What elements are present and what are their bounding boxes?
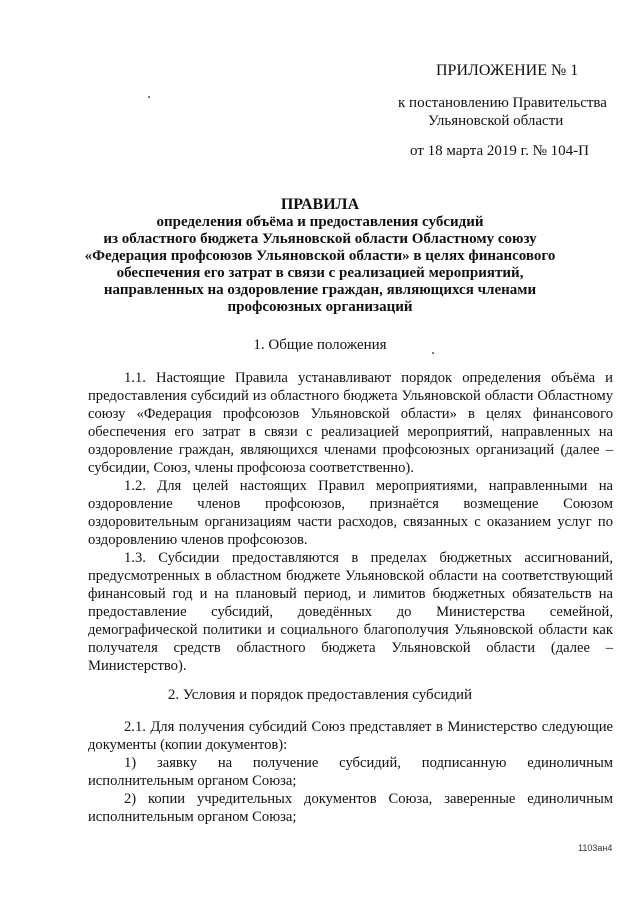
decree-reference-line1: к постановлению Правительства [398, 95, 607, 111]
document-title [80, 196, 560, 316]
scan-speck [148, 96, 150, 98]
appendix-number: ПРИЛОЖЕНИЕ № 1 [436, 62, 579, 79]
title-line: направленных на оздоровление граждан, являющихся членами [103, 282, 537, 298]
scan-speck [432, 352, 434, 354]
list-item-2: 2) копии учредительных документов Союза, заверенные единоличным исполнительным органом Союза; [88, 791, 613, 825]
section2-heading: 2. Условия и порядок предоставления субсидий [167, 687, 473, 703]
section2-body [88, 718, 613, 826]
paragraph-1-3: 1.3. Субсидии предоставляются в пределах бюджетных ассигнований, предусмотренных в областном бюджете Ульяновской области на соответствующий финансовый год и на плановый период, и лимитов бюджетных обязательств на предоставление субсидий, доведённых до Министерства семейной, демографической политики и социального благополучия Ульяновской области как получателя средств областного бюджета Ульяновской области (далее – Министерство). [88, 550, 613, 674]
paragraph-2-1: 2.1. Для получения субсидий Союз представляет в Министерство следующие документы (копии документов): [88, 719, 613, 753]
title-line: определения объёма и предоставления субсидий [156, 214, 484, 230]
title-line: из областного бюджета Ульяновской области Областному союзу [103, 231, 537, 247]
title-line: обеспечения его затрат в связи с реализацией мероприятий, [116, 265, 524, 281]
decree-date-number: от 18 марта 2019 г. № 104-П [410, 143, 589, 159]
title-line: профсоюзных организаций [227, 299, 413, 315]
paragraph-1-1: 1.1. Настоящие Правила устанавливают порядок определения объёма и предоставления субсидий из областного бюджета Ульяновской области Областному союзу «Федерация профсоюзов Ульяновской области» в целях финансового обеспечения его затрат в связи с реализацией мероприятий, направленных на оздоровление граждан, являющихся членами профсоюзных организаций (далее – субсидии, Союз, члены профсоюза соответственно). [88, 370, 613, 476]
list-item-1: 1) заявку на получение субсидий, подписанную единоличным исполнительным органом Союза; [88, 755, 613, 789]
paragraph-1-2: 1.2. Для целей настоящих Правил мероприятиями, направленными на оздоровление членов профсоюзов, признаётся возмещение Союзом оздоровительным организациям части расходов, связанных с оказанием услуг по оздоровлению членов профсоюзов. [88, 478, 613, 548]
document-code: 1103ан4 [578, 843, 613, 853]
title-main: ПРАВИЛА [280, 196, 360, 213]
section1-heading: 1. Общие положения [253, 337, 387, 353]
decree-reference-line2: Ульяновской области [428, 113, 564, 129]
title-line: «Федерация профсоюзов Ульяновской области» в целях финансового [84, 248, 556, 264]
section1-body [88, 369, 613, 675]
